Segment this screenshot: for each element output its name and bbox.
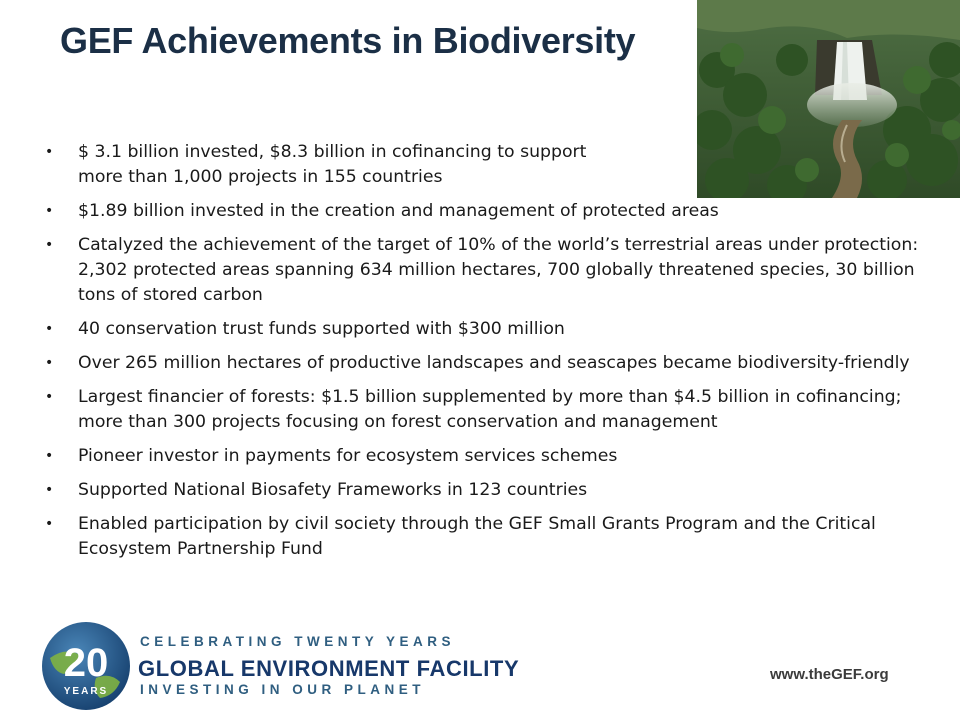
footer	[0, 614, 960, 720]
slide-title: GEF Achievements in Biodiversity	[60, 20, 636, 61]
logo-number: 20	[63, 641, 109, 685]
bullet-text: $ 3.1 billion invested, $8.3 billion in cofinancing to support more than 1,000 projects in 155 countries	[78, 142, 587, 187]
bullet-dot: •	[45, 321, 54, 337]
bullet-dot: •	[45, 448, 54, 464]
bullet-text: Largest financier of forests: $1.5 billion supplemented by more than $4.5 billion in cofinancing; more than 300 projects focusing on forest conservation and management	[78, 387, 902, 432]
bullet-text: Supported National Biosafety Frameworks in 123 countries	[78, 480, 588, 500]
bullet-dot: •	[45, 203, 54, 219]
bullet-item	[45, 444, 930, 469]
bullet-text: Enabled participation by civil society through the GEF Small Grants Program and the Critical Ecosystem Partnership Fund	[78, 514, 876, 559]
bullet-text: $1.89 billion invested in the creation and management of protected areas	[78, 201, 719, 221]
gef-20-years-logo	[36, 616, 136, 716]
bullet-item	[45, 385, 930, 435]
tagline-bottom: INVESTING IN OUR PLANET	[140, 682, 426, 697]
bullet-dot: •	[45, 516, 54, 532]
logo-years: YEARS	[63, 686, 109, 697]
bullet-dot: •	[45, 144, 54, 160]
bullet-item	[45, 478, 930, 503]
bullet-dot: •	[45, 482, 54, 498]
tagline-top: CELEBRATING TWENTY YEARS	[140, 634, 456, 649]
website-link[interactable]: www.theGEF.org	[770, 666, 889, 683]
bullet-item	[45, 512, 930, 562]
bullet-item	[45, 317, 930, 342]
bullet-item	[45, 351, 930, 376]
bullet-text: Pioneer investor in payments for ecosystem services schemes	[78, 446, 618, 466]
bullet-text: Catalyzed the achievement of the target of 10% of the world’s terrestrial areas under protection: 2,302 protected areas spanning 634 million hectares, 700 globally threatened species, 30 billion tons of stored carbon	[78, 235, 919, 305]
bullet-list	[45, 140, 930, 571]
bullet-item	[45, 199, 930, 224]
org-name: GLOBAL ENVIRONMENT FACILITY	[138, 656, 520, 681]
bullet-dot: •	[45, 355, 54, 371]
bullet-text: 40 conservation trust funds supported with $300 million	[78, 319, 565, 339]
bullet-item	[45, 233, 930, 308]
bullet-dot: •	[45, 237, 54, 253]
bullet-dot: •	[45, 389, 54, 405]
bullet-item	[45, 140, 598, 190]
bullet-text: Over 265 million hectares of productive landscapes and seascapes became biodiversity-friendly	[78, 353, 910, 373]
